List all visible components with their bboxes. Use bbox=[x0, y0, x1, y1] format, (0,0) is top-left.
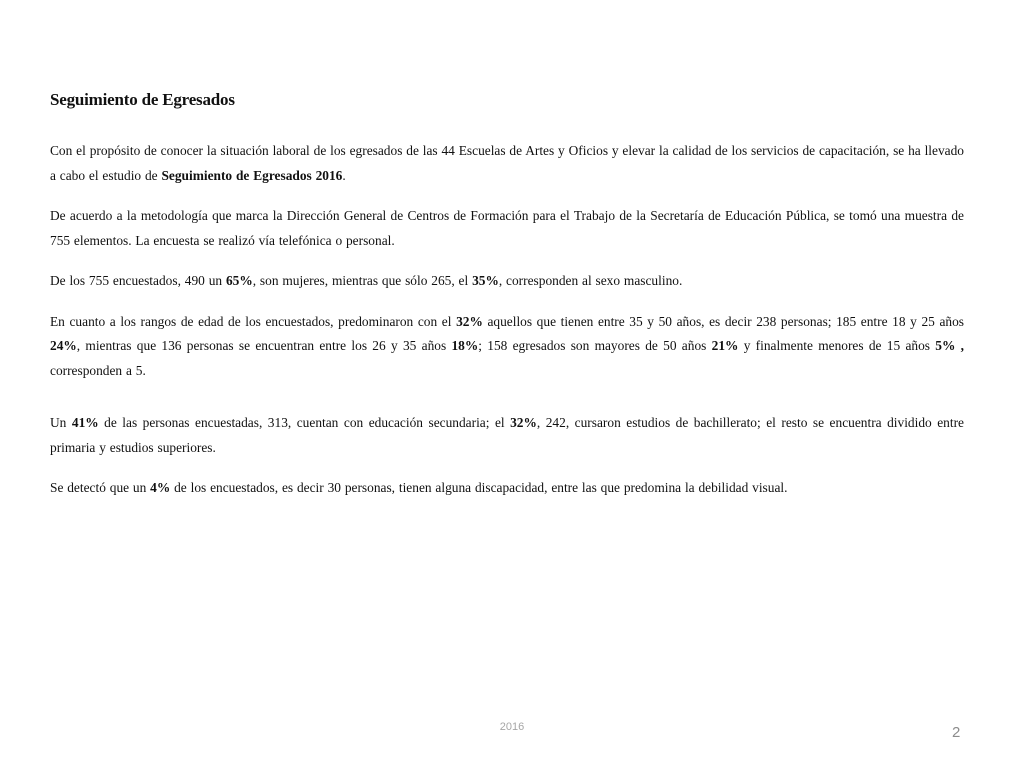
text-segment: De los 755 encuestados, 490 un bbox=[50, 273, 226, 288]
percentage-women: 65% bbox=[225, 273, 253, 288]
paragraph-disability bbox=[50, 476, 964, 501]
footer-year: 2016 bbox=[499, 721, 525, 733]
text-segment: , corresponden al sexo masculino. bbox=[498, 273, 683, 288]
percentage-age-35-50: 32% bbox=[456, 313, 483, 329]
paragraph-methodology bbox=[50, 204, 964, 253]
text-segment: de los encuestados, es decir 30 personas, tienen alguna discapacidad, entre las que predomina la debilidad visual. bbox=[170, 480, 788, 495]
paragraph-gender bbox=[50, 269, 964, 294]
paragraph-age bbox=[50, 310, 964, 384]
text-segment: De acuerdo a la metodología que marca la Dirección General de Centros de Formación para el Trabajo de la Secretaría de Educación Pública, se tomó una muestra de 755 elementos. La encuesta se realizó vía telefónica o personal. bbox=[50, 208, 964, 248]
text-segment: En cuanto a los rangos de edad de los encuestados, predominaron con el bbox=[50, 313, 457, 329]
text-segment: de las personas encuestadas, 313, cuentan con educación secundaria; el bbox=[98, 415, 511, 430]
text-segment: aquellos que tienen entre 35 y 50 años, es decir 238 personas; 185 entre 18 y 25 años bbox=[482, 313, 965, 329]
text-segment: corresponden a 5. bbox=[50, 362, 146, 378]
text-segment: Se detectó que un bbox=[50, 480, 151, 495]
percentage-disability: 4% bbox=[150, 480, 171, 495]
text-segment: Con el propósito de conocer la situación laboral de los egresados de las 44 Escuelas de Artes y Oficios y elevar la calidad de los servicios de capacitación, se ha llevado a cabo el estudio de bbox=[50, 143, 964, 183]
study-name: Seguimiento de Egresados 2016 bbox=[161, 167, 343, 183]
percentage-age-18-25: 24% bbox=[50, 338, 77, 353]
percentage-men: 35% bbox=[472, 273, 499, 288]
percentage-age-under-15: 5% , bbox=[935, 338, 964, 353]
percentage-secondary: 41% bbox=[71, 415, 99, 430]
text-segment: y finalmente menores de 15 años bbox=[738, 338, 936, 353]
text-segment: , son mujeres, mientras que sólo 265, el bbox=[252, 273, 473, 288]
paragraph-intro bbox=[50, 139, 964, 188]
page-number: 2 bbox=[952, 724, 961, 741]
text-segment: . bbox=[342, 167, 346, 183]
page-title: Seguimiento de Egresados bbox=[50, 90, 235, 109]
text-segment: , mientras que 136 personas se encuentran entre los 26 y 35 años bbox=[76, 338, 452, 353]
percentage-age-26-35: 18% bbox=[451, 338, 479, 353]
paragraph-education bbox=[50, 411, 964, 460]
text-segment: ; 158 egresados son mayores de 50 años bbox=[478, 338, 712, 353]
text-segment: , 242, cursaron estudios de bachillerato; el resto se encuentra dividido entre primaria y estudios superiores. bbox=[50, 415, 964, 455]
percentage-bachillerato: 32% bbox=[510, 415, 537, 430]
text-segment: Un bbox=[50, 415, 72, 430]
document-body bbox=[50, 139, 964, 517]
percentage-age-over-50: 21% bbox=[711, 338, 739, 353]
